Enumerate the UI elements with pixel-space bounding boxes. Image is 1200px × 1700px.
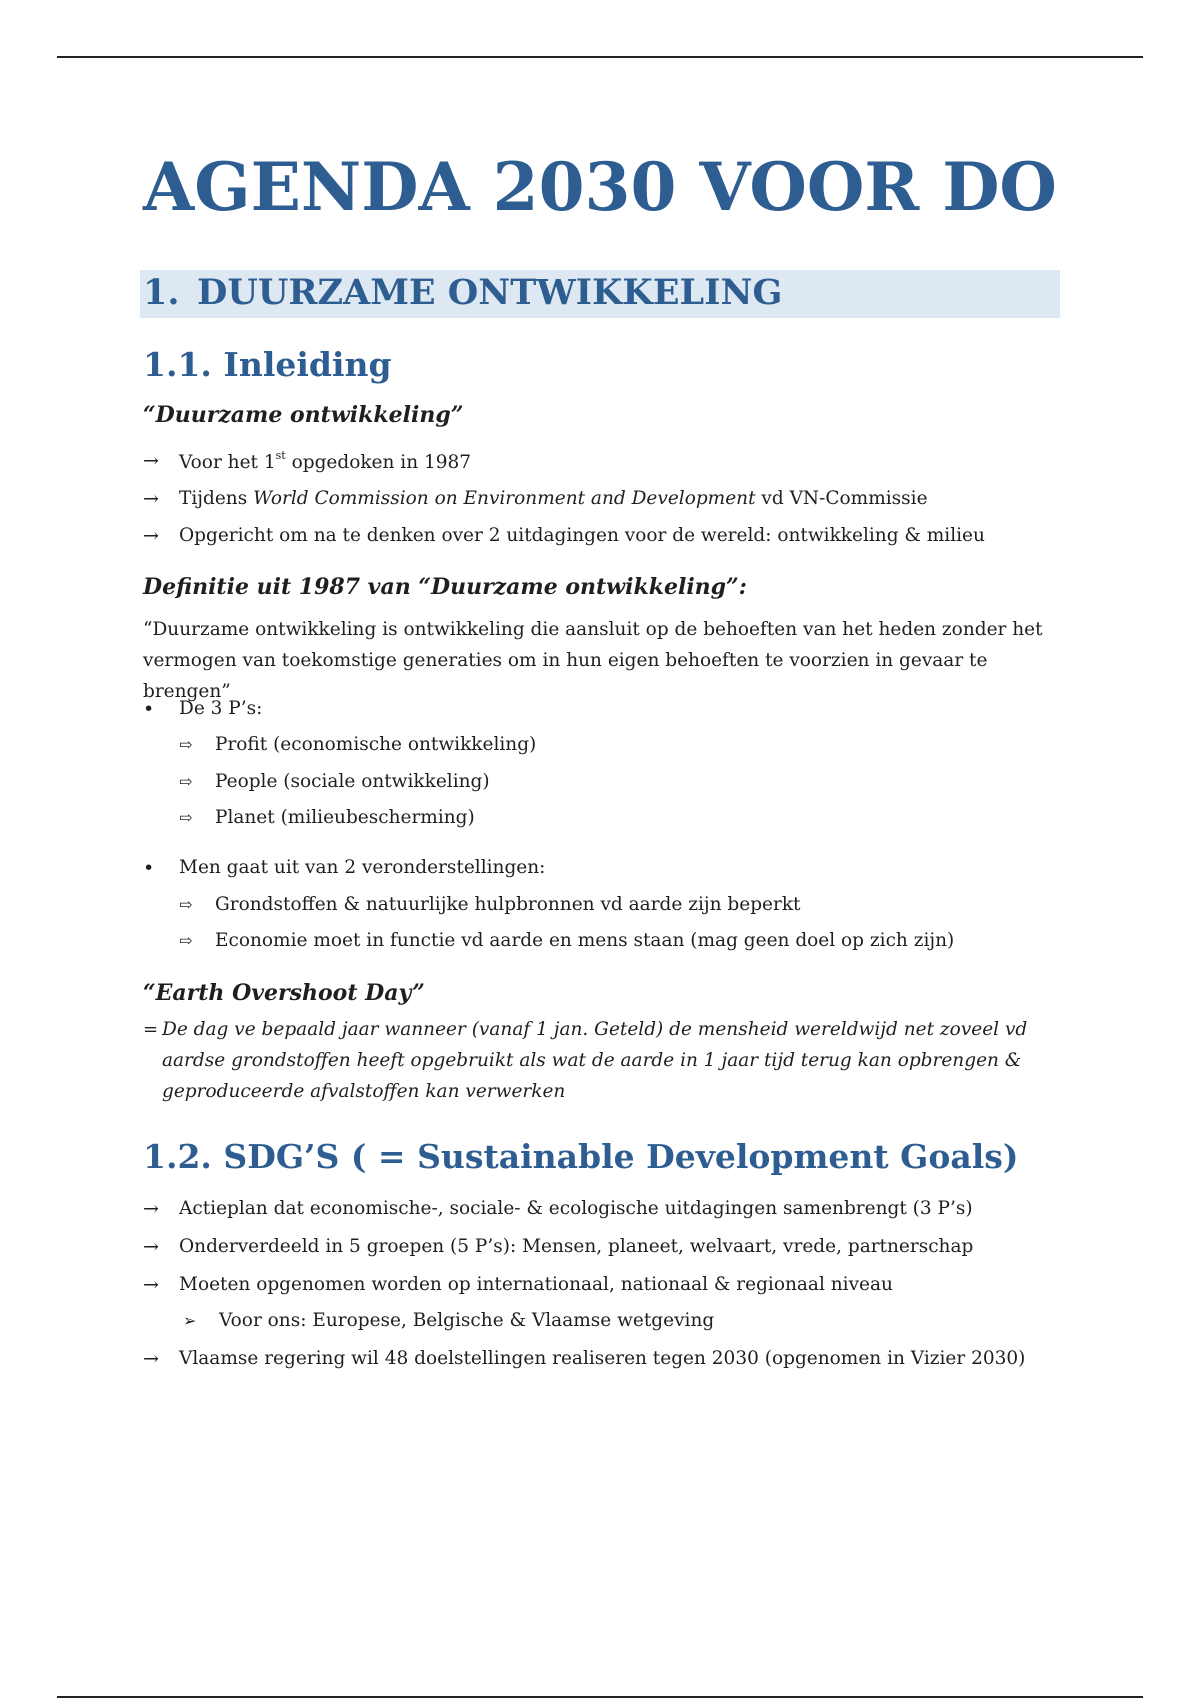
section-number: 1.	[143, 272, 180, 313]
item-text: Vlaamse regering wil 48 doelstellingen realiseren tegen 2030 (opgenomen in Vizier 2030)	[179, 1348, 1026, 1369]
section-heading	[143, 272, 782, 313]
item-text: Tijdens	[179, 488, 254, 509]
definition-quote: “Duurzame ontwikkeling is ontwikkeling die aansluit op de behoeften van het heden zonder het vermogen van toekomstige generaties om in hun eigen behoeften te voorzien in gevaar te brengen”	[143, 619, 1043, 702]
subsection-title-sdgs: 1.2. SDG’S ( = Sustainable Development Goals)	[143, 1137, 1019, 1176]
bullet-icon: •	[143, 857, 155, 879]
footer-rule	[57, 1696, 1143, 1698]
arrow-icon: →	[143, 1348, 159, 1370]
item-text: Onderverdeeld in 5 groepen (5 P’s): Mensen, planeet, welvaart, vrede, partnerschap	[179, 1236, 974, 1257]
item-text: Opgericht om na te denken over 2 uitdagingen voor de wereld: ontwikkeling & milieu	[179, 525, 985, 546]
item-text: Profit (economische ontwikkeling)	[215, 734, 537, 755]
definition-heading: Definitie uit 1987 van “Duurzame ontwikkeling”:	[143, 574, 747, 600]
subsection-title-inleiding: 1.1. Inleiding	[143, 345, 392, 384]
arrow-icon: →	[143, 1198, 159, 1220]
overshoot-heading: “Earth Overshoot Day”	[143, 980, 425, 1006]
arrowhead-icon: ➢	[183, 1311, 197, 1330]
hollow-arrow-icon: ⇨	[179, 931, 193, 950]
item-text: Grondstoffen & natuurlijke hulpbronnen vd aarde zijn beperkt	[215, 894, 801, 915]
item-text: Men gaat uit van 2 veronderstellingen:	[179, 857, 546, 878]
item-text: Voor het 1	[179, 452, 276, 474]
item-text: People (sociale ontwikkeling)	[215, 771, 490, 792]
hollow-arrow-icon: ⇨	[179, 895, 193, 914]
hollow-arrow-icon: ⇨	[179, 735, 193, 754]
item-text: vd VN-Commissie	[755, 488, 928, 509]
heading-duurzame-ontwikkeling: “Duurzame ontwikkeling”	[143, 402, 464, 428]
arrow-icon: →	[143, 525, 159, 547]
page-title: AGENDA 2030 VOOR DO	[143, 148, 1057, 226]
item-text: De 3 P’s:	[179, 698, 263, 719]
equals-marker: =	[143, 1019, 159, 1040]
item-text: Actieplan dat economische-, sociale- & ecologische uitdagingen samenbrengt (3 P’s)	[179, 1198, 973, 1219]
hollow-arrow-icon: ⇨	[179, 772, 193, 791]
arrow-icon: →	[143, 1236, 159, 1258]
item-text: opgedoken in 1987	[285, 452, 472, 474]
item-italic: World Commission on Environment and Development	[253, 488, 756, 509]
item-text: Planet (milieubescherming)	[215, 807, 475, 828]
overshoot-definition: De dag ve bepaald jaar wanneer (vanaf 1 jan. Geteld) de mensheid wereldwijd net zoveel vd aardse grondstoffen heeft opgebruikt als wat de aarde in 1 jaar tijd terug kan opbrengen & geproduceerde afvalstoffen kan verwerken	[162, 1019, 1028, 1102]
item-sup: st	[275, 449, 286, 462]
item-text: Economie moet in functie vd aarde en mens staan (mag geen doel op zich zijn)	[215, 930, 955, 951]
arrow-icon: →	[143, 488, 159, 510]
bullet-icon: •	[143, 698, 155, 720]
arrow-icon: →	[143, 1274, 159, 1296]
section-title: DUURZAME ONTWIKKELING	[197, 272, 783, 313]
arrow-icon: →	[143, 450, 159, 472]
item-text: Voor ons: Europese, Belgische & Vlaamse wetgeving	[219, 1310, 715, 1331]
item-text: Moeten opgenomen worden op internationaal, nationaal & regionaal niveau	[179, 1274, 893, 1295]
header-rule	[57, 56, 1143, 58]
hollow-arrow-icon: ⇨	[179, 808, 193, 827]
